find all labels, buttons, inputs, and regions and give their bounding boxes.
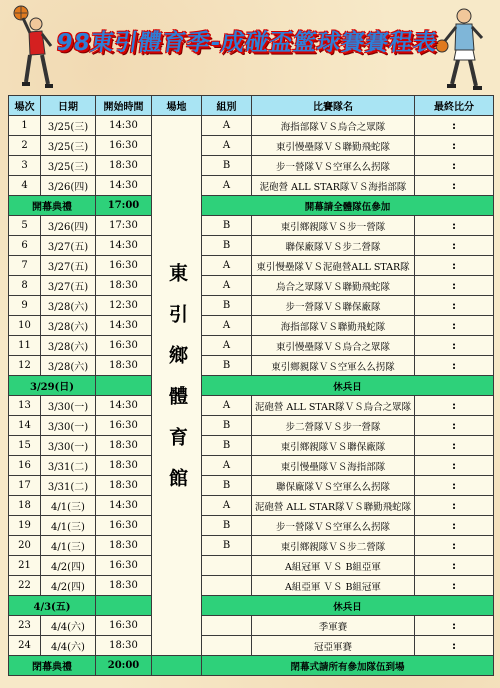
- match-no-cell: 9: [9, 296, 41, 316]
- table-row: [9, 476, 494, 496]
- teams-cell: 海指部隊ＶＳ聯勤飛蛇隊: [252, 316, 415, 336]
- start-time-cell: 18:30: [96, 156, 152, 176]
- final-score-cell: :: [415, 256, 494, 276]
- final-score-cell: :: [415, 216, 494, 236]
- start-time-cell: 18:30: [96, 476, 152, 496]
- venue-cell: 東引鄉體育館: [152, 116, 202, 656]
- match-no-cell: 17: [9, 476, 41, 496]
- date-cell: 3/31(二): [41, 476, 96, 496]
- table-row: [9, 316, 494, 336]
- group-cell: [202, 636, 252, 656]
- table-row: [9, 556, 494, 576]
- group-cell: [202, 576, 252, 596]
- match-no-cell: 16: [9, 456, 41, 476]
- teams-cell: 東引鄉親隊ＶＳ步二營隊: [252, 536, 415, 556]
- page-title: 98東引體育季-成碰盃籃球賽賽程表: [54, 29, 439, 56]
- date-cell: 3/25(三): [41, 156, 96, 176]
- date-cell: 3/31(二): [41, 456, 96, 476]
- group-cell: A: [202, 336, 252, 356]
- match-no-cell: 24: [9, 636, 41, 656]
- date-cell: 4/2(四): [41, 556, 96, 576]
- title-banner: [52, 14, 442, 66]
- table-row: [9, 136, 494, 156]
- start-time-cell: 14:30: [96, 396, 152, 416]
- date-cell: 3/25(三): [41, 136, 96, 156]
- column-header-date: 日期: [41, 96, 96, 116]
- schedule-table: [8, 95, 494, 676]
- date-cell: 4/2(四): [41, 576, 96, 596]
- table-row: [9, 456, 494, 476]
- final-score-cell: :: [415, 356, 494, 376]
- teams-cell: 冠亞軍賽: [252, 636, 415, 656]
- match-no-cell: 7: [9, 256, 41, 276]
- match-no-cell: 19: [9, 516, 41, 536]
- table-row: [9, 436, 494, 456]
- special-label-cell: 4/3(五): [9, 596, 96, 616]
- match-no-cell: 3: [9, 156, 41, 176]
- teams-cell: 東引鄉親隊ＶＳ聯保廠隊: [252, 436, 415, 456]
- group-cell: B: [202, 416, 252, 436]
- special-label-cell: 3/29(日): [9, 376, 96, 396]
- final-score-cell: :: [415, 396, 494, 416]
- group-cell: [202, 616, 252, 636]
- start-time-cell: 17:00: [96, 196, 152, 216]
- final-score-cell: :: [415, 276, 494, 296]
- final-score-cell: :: [415, 416, 494, 436]
- match-no-cell: 20: [9, 536, 41, 556]
- venue-cell-empty: [152, 656, 202, 676]
- table-row: [9, 256, 494, 276]
- date-cell: 4/1(三): [41, 516, 96, 536]
- teams-cell: 季軍賽: [252, 616, 415, 636]
- table-row: [9, 536, 494, 556]
- final-score-cell: :: [415, 556, 494, 576]
- table-row: [9, 176, 494, 196]
- date-cell: 3/25(三): [41, 116, 96, 136]
- teams-cell: 泥砲營 ALL STAR隊ＶＳ烏合之眾隊: [252, 396, 415, 416]
- table-row: [9, 336, 494, 356]
- final-score-cell: :: [415, 296, 494, 316]
- start-time-cell: 16:30: [96, 616, 152, 636]
- column-header-match-no: 場次: [9, 96, 41, 116]
- start-time-cell: 16:30: [96, 256, 152, 276]
- group-cell: B: [202, 436, 252, 456]
- final-score-cell: :: [415, 456, 494, 476]
- start-time-cell: 16:30: [96, 136, 152, 156]
- final-score-cell: :: [415, 336, 494, 356]
- date-cell: 4/1(三): [41, 536, 96, 556]
- table-row: [9, 356, 494, 376]
- group-cell: B: [202, 536, 252, 556]
- match-no-cell: 15: [9, 436, 41, 456]
- column-header-teams: 比賽隊名: [252, 96, 415, 116]
- group-cell: A: [202, 256, 252, 276]
- teams-cell: 泥砲營 ALL STAR隊ＶＳ聯勤飛蛇隊: [252, 496, 415, 516]
- table-row: [9, 116, 494, 136]
- final-score-cell: :: [415, 236, 494, 256]
- special-row: [9, 596, 494, 616]
- teams-cell: 步一營隊ＶＳ聯保廠隊: [252, 296, 415, 316]
- start-time-cell: 18:30: [96, 356, 152, 376]
- final-score-cell: :: [415, 436, 494, 456]
- column-header-final-score: 最終比分: [415, 96, 494, 116]
- date-cell: 3/30(一): [41, 416, 96, 436]
- teams-cell: 東引慢壘隊ＶＳ烏合之眾隊: [252, 336, 415, 356]
- group-cell: B: [202, 236, 252, 256]
- group-cell: A: [202, 276, 252, 296]
- final-score-cell: :: [415, 476, 494, 496]
- special-note-cell: 休兵日: [202, 376, 494, 396]
- start-time-cell: 18:30: [96, 576, 152, 596]
- match-no-cell: 18: [9, 496, 41, 516]
- match-no-cell: 14: [9, 416, 41, 436]
- date-cell: 4/1(三): [41, 496, 96, 516]
- table-row: [9, 416, 494, 436]
- start-time-cell: 16:30: [96, 336, 152, 356]
- group-cell: A: [202, 316, 252, 336]
- special-row: [9, 196, 494, 216]
- teams-cell: 東引慢壘隊ＶＳ泥砲營ALL STAR隊: [252, 256, 415, 276]
- final-score-cell: :: [415, 536, 494, 556]
- table-row: [9, 616, 494, 636]
- table-row: [9, 496, 494, 516]
- start-time-cell: 18:30: [96, 456, 152, 476]
- date-cell: 3/26(四): [41, 216, 96, 236]
- table-row: [9, 156, 494, 176]
- match-no-cell: 1: [9, 116, 41, 136]
- table-row: [9, 276, 494, 296]
- header-row: [9, 96, 494, 116]
- group-cell: A: [202, 176, 252, 196]
- final-score-cell: :: [415, 576, 494, 596]
- group-cell: A: [202, 396, 252, 416]
- date-cell: 3/26(四): [41, 176, 96, 196]
- date-cell: 4/4(六): [41, 636, 96, 656]
- teams-cell: 步一營隊ＶＳ空軍么么拐隊: [252, 516, 415, 536]
- group-cell: A: [202, 496, 252, 516]
- teams-cell: 步二營隊ＶＳ步一營隊: [252, 416, 415, 436]
- final-score-cell: :: [415, 616, 494, 636]
- special-label-cell: 開幕典禮: [9, 196, 96, 216]
- final-score-cell: :: [415, 176, 494, 196]
- match-no-cell: 8: [9, 276, 41, 296]
- table-row: [9, 636, 494, 656]
- teams-cell: 聯保廠隊ＶＳ步二營隊: [252, 236, 415, 256]
- start-time-cell: 16:30: [96, 556, 152, 576]
- teams-cell: 東引鄉親隊ＶＳ空軍么么拐隊: [252, 356, 415, 376]
- special-note-cell: 開幕請全體隊伍參加: [202, 196, 494, 216]
- start-time-cell: 18:30: [96, 636, 152, 656]
- group-cell: A: [202, 456, 252, 476]
- group-cell: B: [202, 516, 252, 536]
- match-no-cell: 22: [9, 576, 41, 596]
- start-time-cell: 18:30: [96, 536, 152, 556]
- match-no-cell: 23: [9, 616, 41, 636]
- date-cell: 4/4(六): [41, 616, 96, 636]
- start-time-cell: 14:30: [96, 496, 152, 516]
- column-header-group: 組別: [202, 96, 252, 116]
- group-cell: A: [202, 136, 252, 156]
- teams-cell: 烏合之眾隊ＶＳ聯勤飛蛇隊: [252, 276, 415, 296]
- start-time-cell: [96, 596, 152, 616]
- teams-cell: 海指部隊ＶＳ烏合之眾隊: [252, 116, 415, 136]
- group-cell: B: [202, 156, 252, 176]
- match-no-cell: 13: [9, 396, 41, 416]
- start-time-cell: 14:30: [96, 176, 152, 196]
- match-no-cell: 21: [9, 556, 41, 576]
- date-cell: 3/27(五): [41, 236, 96, 256]
- date-cell: 3/28(六): [41, 316, 96, 336]
- final-score-cell: :: [415, 636, 494, 656]
- start-time-cell: 18:30: [96, 276, 152, 296]
- match-no-cell: 4: [9, 176, 41, 196]
- match-no-cell: 5: [9, 216, 41, 236]
- group-cell: B: [202, 296, 252, 316]
- teams-cell: 東引慢壘隊ＶＳ聯勤飛蛇隊: [252, 136, 415, 156]
- teams-cell: 聯保廠隊ＶＳ空軍么么拐隊: [252, 476, 415, 496]
- match-no-cell: 10: [9, 316, 41, 336]
- group-cell: B: [202, 216, 252, 236]
- table-row: [9, 296, 494, 316]
- group-cell: B: [202, 356, 252, 376]
- match-no-cell: 2: [9, 136, 41, 156]
- teams-cell: 東引慢壘隊ＶＳ海指部隊: [252, 456, 415, 476]
- date-cell: 3/27(五): [41, 256, 96, 276]
- match-no-cell: 6: [9, 236, 41, 256]
- match-no-cell: 12: [9, 356, 41, 376]
- start-time-cell: 14:30: [96, 236, 152, 256]
- column-header-venue: 場地: [152, 96, 202, 116]
- final-score-cell: :: [415, 516, 494, 536]
- teams-cell: A組亞軍 ＶＳ B組冠軍: [252, 576, 415, 596]
- special-row: [9, 656, 494, 676]
- date-cell: 3/28(六): [41, 356, 96, 376]
- date-cell: 3/28(六): [41, 336, 96, 356]
- final-score-cell: :: [415, 116, 494, 136]
- group-cell: B: [202, 476, 252, 496]
- teams-cell: A組冠軍 ＶＳ B組亞軍: [252, 556, 415, 576]
- start-time-cell: 18:30: [96, 436, 152, 456]
- start-time-cell: 14:30: [96, 116, 152, 136]
- teams-cell: 東引鄉親隊ＶＳ步一營隊: [252, 216, 415, 236]
- final-score-cell: :: [415, 156, 494, 176]
- special-note-cell: 閉幕式請所有參加隊伍到場: [202, 656, 494, 676]
- special-note-cell: 休兵日: [202, 596, 494, 616]
- teams-cell: 泥砲營 ALL STAR隊ＶＳ海指部隊: [252, 176, 415, 196]
- start-time-cell: 14:30: [96, 316, 152, 336]
- final-score-cell: :: [415, 136, 494, 156]
- date-cell: 3/28(六): [41, 296, 96, 316]
- table-row: [9, 236, 494, 256]
- group-cell: [202, 556, 252, 576]
- header: [0, 0, 500, 92]
- table-row: [9, 516, 494, 536]
- start-time-cell: 16:30: [96, 416, 152, 436]
- table-row: [9, 216, 494, 236]
- teams-cell: 步一營隊ＶＳ空軍么么拐隊: [252, 156, 415, 176]
- match-no-cell: 11: [9, 336, 41, 356]
- start-time-cell: 17:30: [96, 216, 152, 236]
- date-cell: 3/30(一): [41, 436, 96, 456]
- start-time-cell: 20:00: [96, 656, 152, 676]
- final-score-cell: :: [415, 496, 494, 516]
- start-time-cell: 12:30: [96, 296, 152, 316]
- special-label-cell: 閉幕典禮: [9, 656, 96, 676]
- table-row: [9, 576, 494, 596]
- group-cell: A: [202, 116, 252, 136]
- column-header-start-time: 開始時間: [96, 96, 152, 116]
- date-cell: 3/27(五): [41, 276, 96, 296]
- table-row: [9, 396, 494, 416]
- special-row: [9, 376, 494, 396]
- start-time-cell: 16:30: [96, 516, 152, 536]
- final-score-cell: :: [415, 316, 494, 336]
- date-cell: 3/30(一): [41, 396, 96, 416]
- start-time-cell: [96, 376, 152, 396]
